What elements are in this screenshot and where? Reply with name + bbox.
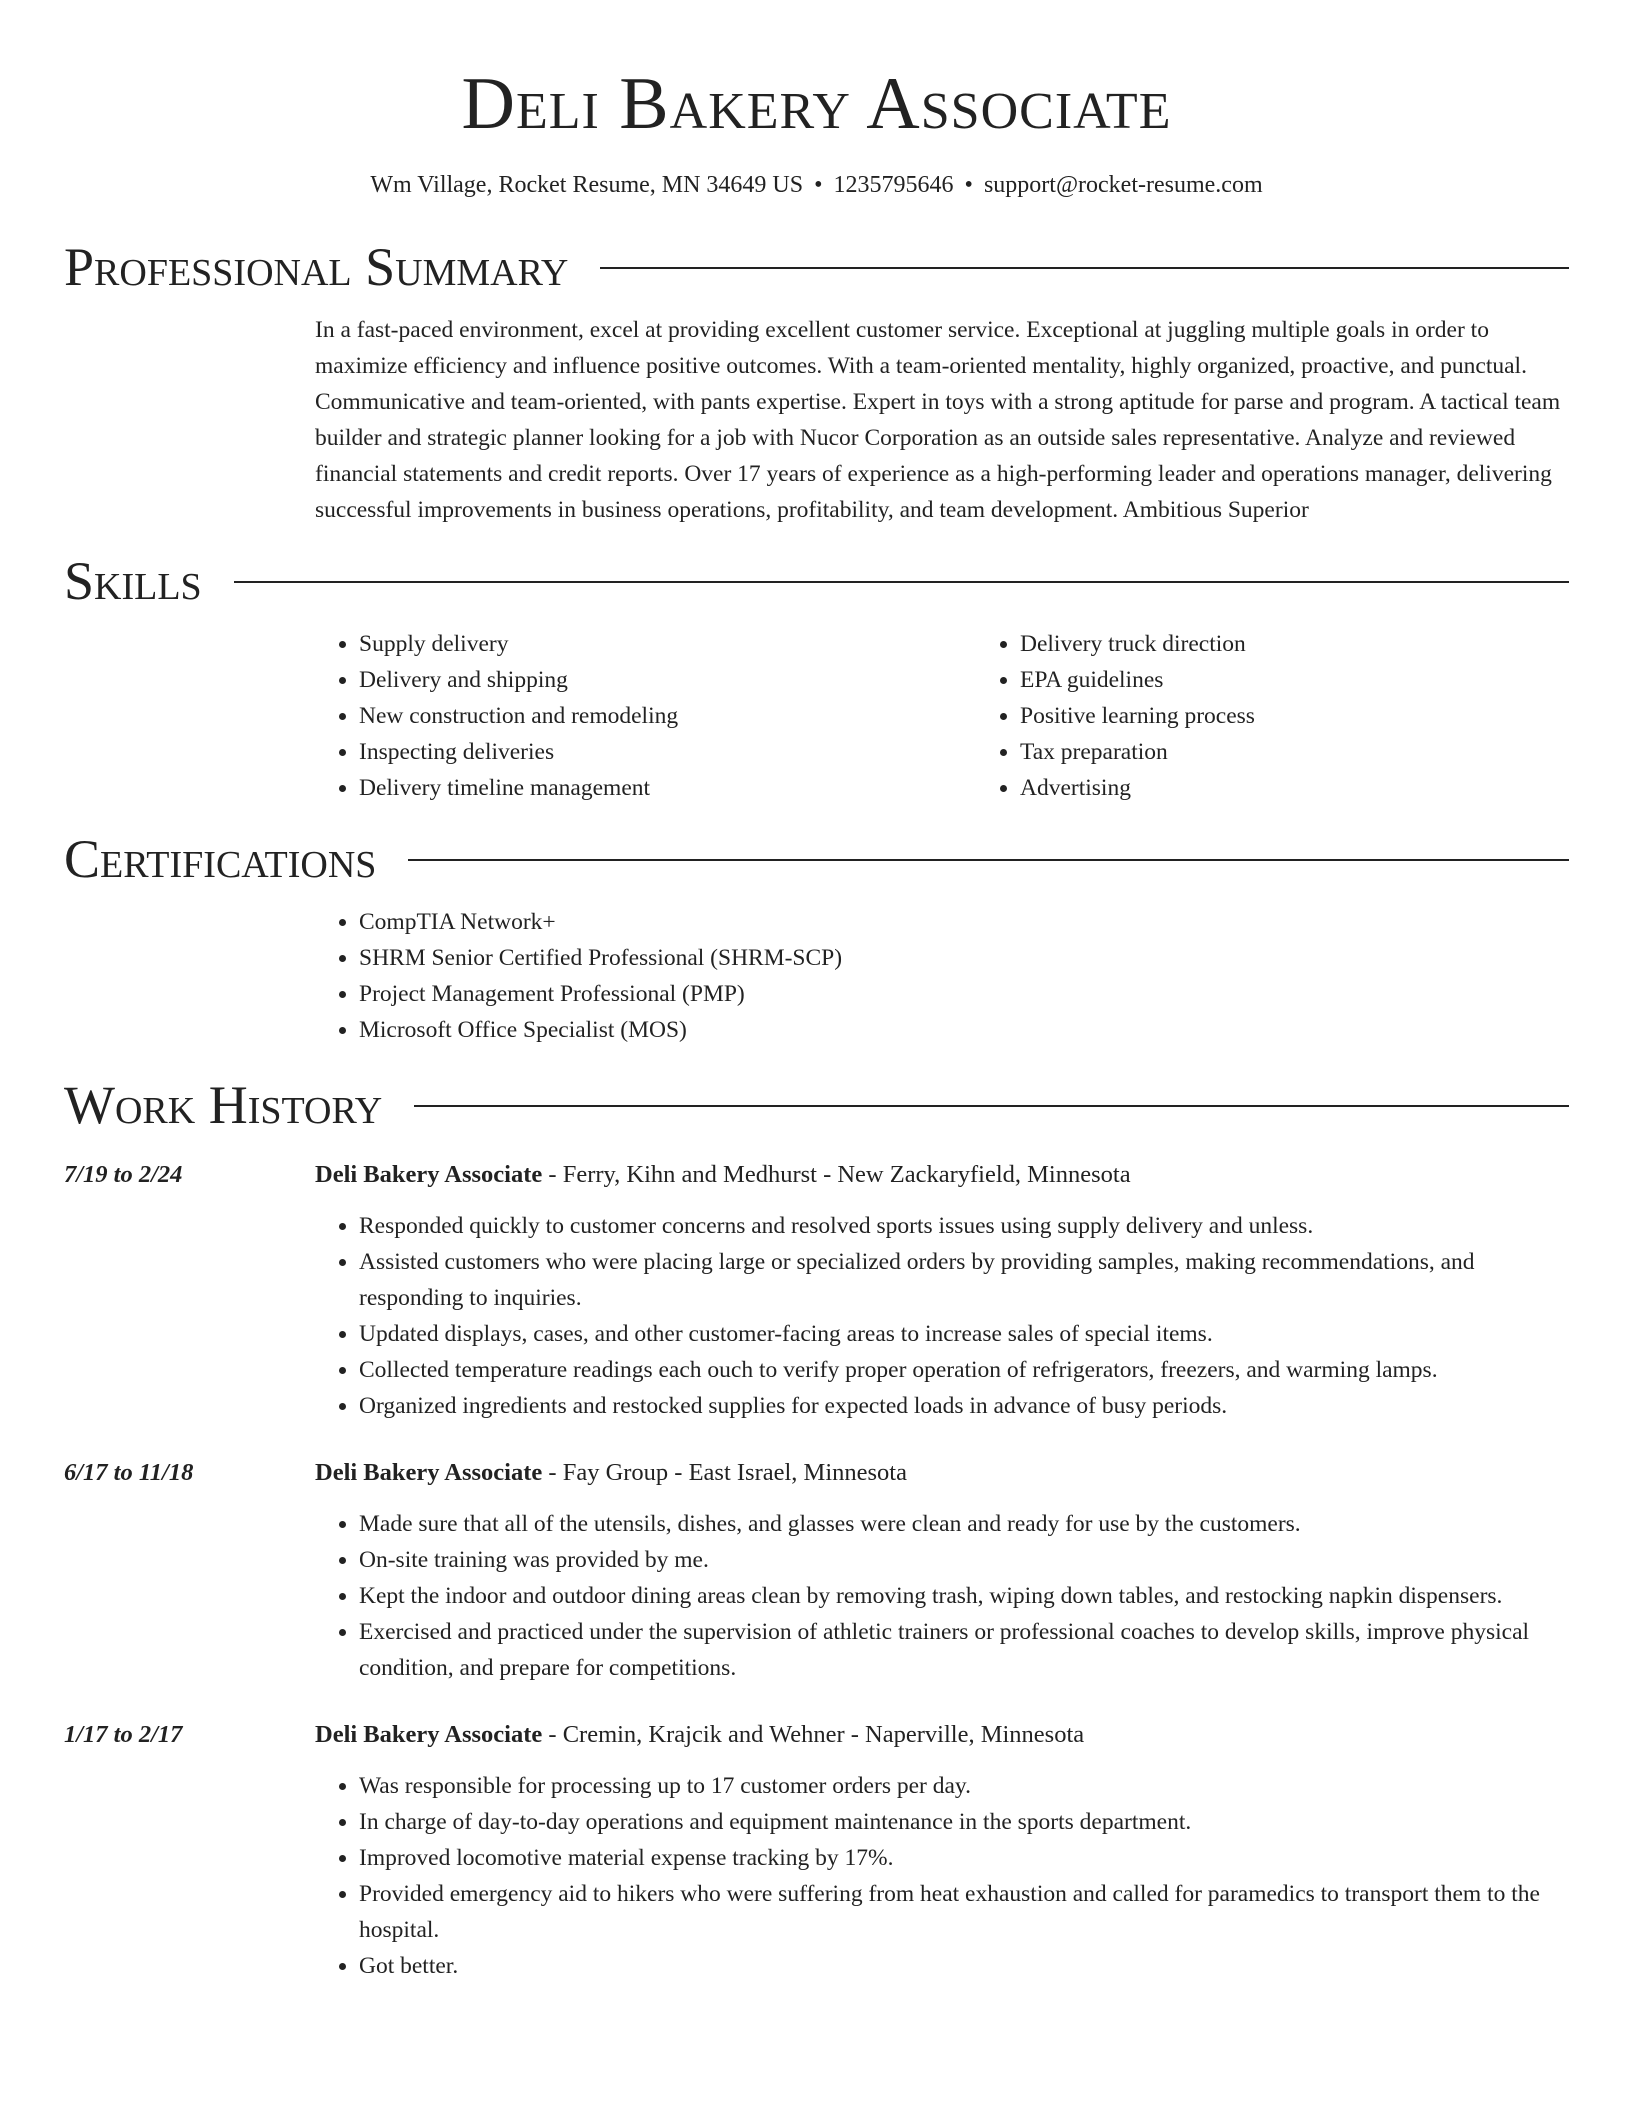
job-heading [315, 1718, 1084, 1752]
job-bullets [315, 1768, 1569, 1984]
job-entry [64, 1158, 1569, 1424]
job-bullet: • In charge of day-to-day operations and equipment maintenance in the sports department. [359, 1804, 1569, 1840]
job-header [64, 1456, 1569, 1490]
skills-section-header [64, 550, 1569, 612]
job-bullet: • On-site training was provided by me. [359, 1542, 1569, 1578]
job-bullets [315, 1506, 1569, 1686]
skill-item: • Supply delivery [359, 626, 976, 662]
skill-item: • Positive learning process [1020, 698, 1632, 734]
job-details: - Ferry, Kihn and Medhurst - New Zackaryfield, Minnesota [542, 1161, 1131, 1188]
skill-item: • Delivery and shipping [359, 662, 976, 698]
contact-separator: • [814, 172, 823, 198]
job-bullet-list [315, 1208, 1569, 1424]
work-history-section-header [64, 1074, 1569, 1136]
job-bullet: • Assisted customers who were placing large or specialized orders by providing samples, making recommendations, and responding to inquiries. [359, 1244, 1569, 1316]
certifications-heading: Certifications [64, 829, 377, 889]
section-divider [600, 267, 1569, 269]
job-bullet: • Made sure that all of the utensils, dishes, and glasses were clean and ready for use by the customers. [359, 1506, 1569, 1542]
job-bullet: • Collected temperature readings each ouch to verify proper operation of refrigerators, freezers, and warming lamps. [359, 1352, 1569, 1388]
summary-section-header [64, 236, 1569, 298]
job-bullet: • Got better. [359, 1948, 1569, 1984]
certifications-bullets [315, 904, 1569, 1048]
certification-item: • Microsoft Office Specialist (MOS) [359, 1012, 1569, 1048]
job-header [64, 1718, 1569, 1752]
certifications-list [315, 904, 1569, 1048]
job-entry [64, 1718, 1569, 1984]
contact-line [64, 168, 1569, 202]
job-title: Deli Bakery Associate [315, 1721, 543, 1748]
skills-column-right [976, 626, 1632, 806]
job-dates: 1/17 to 2/17 [64, 1721, 183, 1748]
job-bullet: • Improved locomotive material expense tracking by 17%. [359, 1840, 1569, 1876]
summary-text: In a fast-paced environment, excel at providing excellent customer service. Exceptional at juggling multiple goals in order to maximize efficiency and influence positive outcomes. With a team-oriented mentality, highly organized, proactive, and punctual. Communicative and team-oriented, with pants expertise. Expert in toys with a strong aptitude for parse and program. A tactical team builder and strategic planner looking for a job with Nucor Corporation as an outside sales representative. Analyze and reviewed financial statements and credit reports. Over 17 years of experience as a high-performing leader and operations manager, delivering successful improvements in business operations, profitability, and team development. Ambitious Superior [315, 317, 1561, 523]
skills-column-left [315, 626, 976, 806]
candidate-name: Deli Bakery Associate [461, 63, 1172, 145]
section-divider [414, 1105, 1569, 1107]
job-heading [315, 1158, 1131, 1192]
skill-item: • EPA guidelines [1020, 662, 1632, 698]
section-divider [408, 859, 1569, 861]
job-bullet: • Kept the indoor and outdoor dining areas clean by removing trash, wiping down tables, and restocking napkin dispensers. [359, 1578, 1569, 1614]
contact-phone: 1235795646 [833, 172, 954, 198]
skill-item: • Inspecting deliveries [359, 734, 976, 770]
contact-separator: • [964, 172, 973, 198]
job-bullets [315, 1208, 1569, 1424]
skill-item: • Delivery timeline management [359, 770, 976, 806]
job-dates: 7/19 to 2/24 [64, 1161, 183, 1188]
skill-item: • Advertising [1020, 770, 1632, 806]
certifications-section-header [64, 828, 1569, 890]
skill-item: • Delivery truck direction [1020, 626, 1632, 662]
job-bullet: • Provided emergency aid to hikers who were suffering from heat exhaustion and called for paramedics to transport them to the hospital. [359, 1876, 1569, 1948]
job-bullet: • Responded quickly to customer concerns and resolved sports issues using supply delivery and unless. [359, 1208, 1569, 1244]
contact-address: Wm Village, Rocket Resume, MN 34649 US [370, 172, 804, 198]
certification-item: • SHRM Senior Certified Professional (SHRM-SCP) [359, 940, 1569, 976]
work-history-heading: Work History [64, 1075, 383, 1135]
section-divider [234, 581, 1569, 583]
job-details: - Cremin, Krajcik and Wehner - Naperville, Minnesota [542, 1721, 1085, 1748]
skill-item: • Tax preparation [1020, 734, 1632, 770]
skill-item: • New construction and remodeling [359, 698, 976, 734]
job-bullet: • Updated displays, cases, and other customer-facing areas to increase sales of special items. [359, 1316, 1569, 1352]
job-title: Deli Bakery Associate [315, 1459, 543, 1486]
skills-list [315, 626, 1569, 806]
summary-heading: Professional Summary [64, 237, 569, 297]
job-heading [315, 1456, 907, 1490]
job-bullet: • Organized ingredients and restocked supplies for expected loads in advance of busy periods. [359, 1388, 1569, 1424]
certification-item: • CompTIA Network+ [359, 904, 1569, 940]
job-entry [64, 1456, 1569, 1686]
job-header [64, 1158, 1569, 1192]
job-bullet-list [315, 1768, 1569, 1984]
job-title: Deli Bakery Associate [315, 1161, 543, 1188]
certification-item: • Project Management Professional (PMP) [359, 976, 1569, 1012]
job-dates: 6/17 to 11/18 [64, 1459, 194, 1486]
skills-heading: Skills [64, 551, 202, 611]
job-bullet: • Exercised and practiced under the supervision of athletic trainers or professional coaches to develop skills, improve physical condition, and prepare for competitions. [359, 1614, 1569, 1686]
contact-email[interactable]: support@rocket-resume.com [983, 172, 1263, 198]
job-details: - Fay Group - East Israel, Minnesota [542, 1459, 907, 1486]
job-bullet-list [315, 1506, 1569, 1686]
job-bullet: • Was responsible for processing up to 17 customer orders per day. [359, 1768, 1569, 1804]
